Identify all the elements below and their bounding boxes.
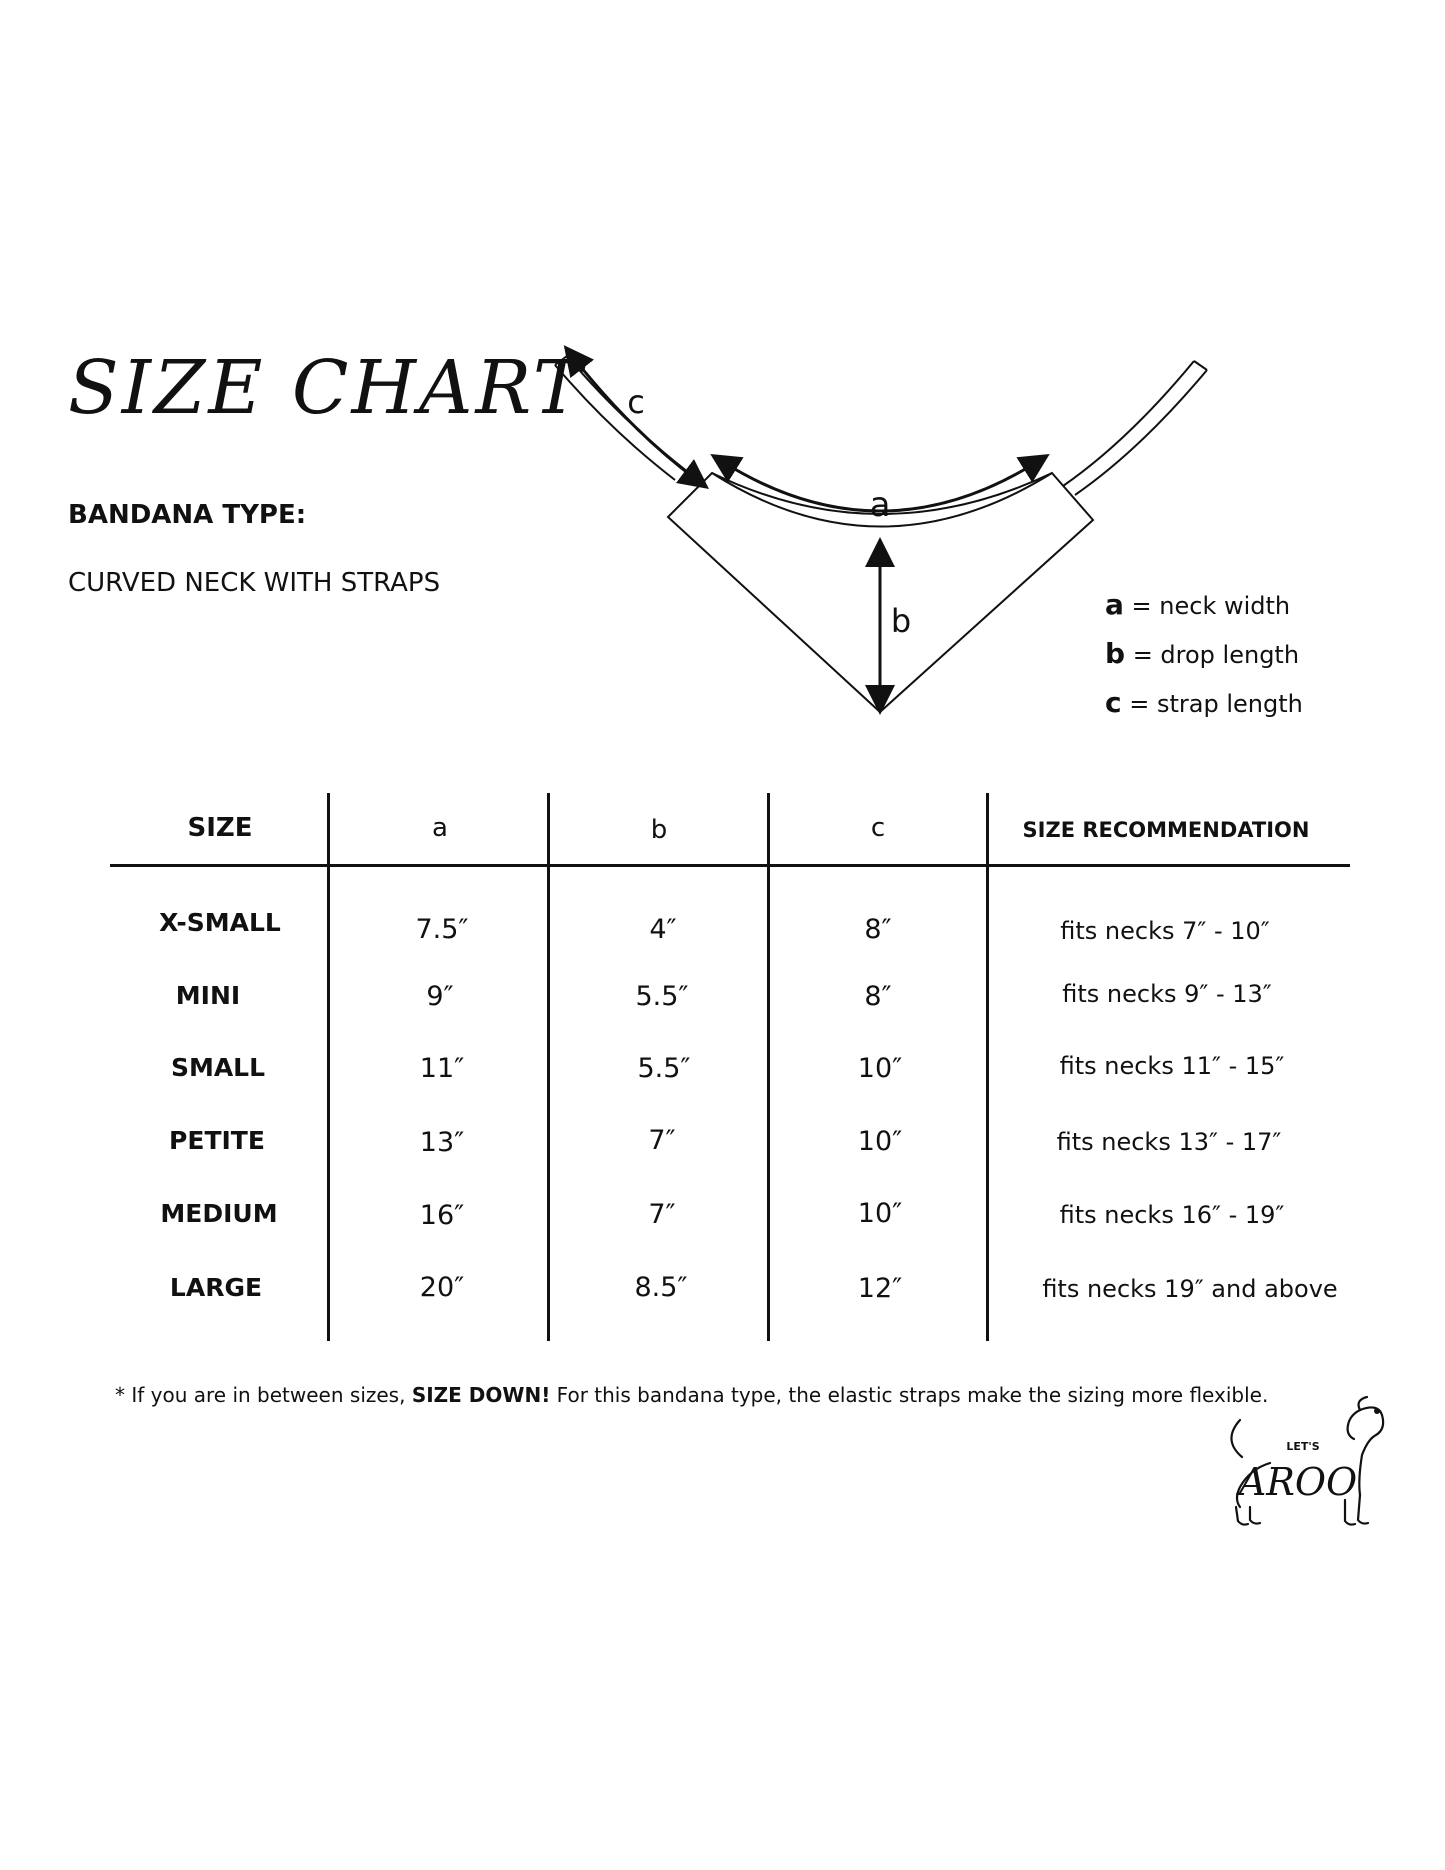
- logo-big-text: AROO: [1238, 1460, 1358, 1504]
- column-divider: [547, 793, 550, 1341]
- table-row-recommendation: fits necks 13″ - 17″: [1056, 1128, 1282, 1156]
- table-row-a: 16″: [419, 1200, 465, 1231]
- diagram-label-b: b: [890, 602, 912, 640]
- bandana-type-value: CURVED NECK WITH STRAPS: [68, 568, 441, 598]
- table-row-b: 7″: [648, 1199, 676, 1230]
- table-row-size: X-SMALL: [159, 908, 281, 937]
- table-row-recommendation: fits necks 7″ - 10″: [1060, 917, 1270, 945]
- table-row-recommendation: fits necks 19″ and above: [1042, 1275, 1338, 1303]
- header-recommendation: SIZE RECOMMENDATION: [1022, 818, 1310, 842]
- table-row-size: SMALL: [170, 1053, 266, 1082]
- table-row-a: 7.5″: [415, 914, 469, 945]
- legend-item-c: [1105, 686, 1303, 719]
- legend-item-b: [1105, 637, 1299, 670]
- right-strap: [1063, 361, 1207, 495]
- header-b: b: [650, 815, 668, 845]
- column-divider: [986, 793, 989, 1341]
- table-row-a: 20″: [419, 1272, 465, 1303]
- table-row-a: 13″: [419, 1127, 465, 1158]
- table-row-recommendation: fits necks 16″ - 19″: [1059, 1201, 1285, 1229]
- sizing-note-suffix: For this bandana type, the elastic straps make the sizing more flexible.: [550, 1383, 1269, 1407]
- legend-item-a: [1105, 588, 1290, 621]
- bandana-type-label: BANDANA TYPE:: [68, 500, 307, 530]
- left-strap: [555, 356, 688, 480]
- column-divider: [767, 793, 770, 1341]
- table-row-b: 5.5″: [635, 981, 689, 1012]
- sizing-note-prefix: * If you are in between sizes,: [115, 1383, 412, 1407]
- table-row-c: 8″: [864, 981, 892, 1012]
- table-row-b: 5.5″: [637, 1053, 691, 1084]
- table-row-a: 9″: [426, 981, 454, 1012]
- sizing-note: [115, 1383, 1268, 1407]
- lets-aroo-logo: [1210, 1395, 1400, 1535]
- legend-key-c: c: [1105, 686, 1122, 719]
- table-row-size: PETITE: [169, 1126, 265, 1155]
- table-row-c: 10″: [857, 1053, 903, 1084]
- table-row-b: 7″: [648, 1125, 676, 1156]
- table-row-c: 12″: [857, 1273, 903, 1304]
- table-row-size: LARGE: [169, 1273, 263, 1302]
- legend-key-b: b: [1105, 637, 1126, 670]
- column-divider: [327, 793, 330, 1341]
- table-row-b: 4″: [649, 914, 677, 945]
- legend-text-c: = strap length: [1129, 690, 1303, 718]
- table-row-a: 11″: [419, 1053, 465, 1084]
- diagram-label-a: a: [869, 485, 891, 525]
- legend-text-a: = neck width: [1131, 592, 1291, 620]
- legend-key-a: a: [1105, 588, 1124, 621]
- header-c: c: [870, 813, 886, 843]
- table-row-size: MINI: [175, 981, 241, 1010]
- table-row-recommendation: fits necks 9″ - 13″: [1062, 980, 1272, 1008]
- legend-text-b: = drop length: [1132, 641, 1300, 669]
- header-size: SIZE: [187, 813, 253, 843]
- header-a: a: [432, 813, 448, 843]
- header-divider: [110, 864, 1350, 867]
- page-title: SIZE CHART: [68, 345, 586, 431]
- sizing-note-emphasis: SIZE DOWN!: [411, 1383, 551, 1407]
- diagram-label-c: c: [627, 383, 645, 421]
- table-row-c: 8″: [864, 914, 892, 945]
- logo-small-text: LET'S: [1286, 1440, 1320, 1453]
- table-row-c: 10″: [857, 1126, 903, 1157]
- table-row-size: MEDIUM: [160, 1199, 278, 1228]
- table-row-recommendation: fits necks 11″ - 15″: [1059, 1052, 1285, 1080]
- table-row-b: 8.5″: [634, 1272, 688, 1303]
- table-row-c: 10″: [857, 1198, 903, 1229]
